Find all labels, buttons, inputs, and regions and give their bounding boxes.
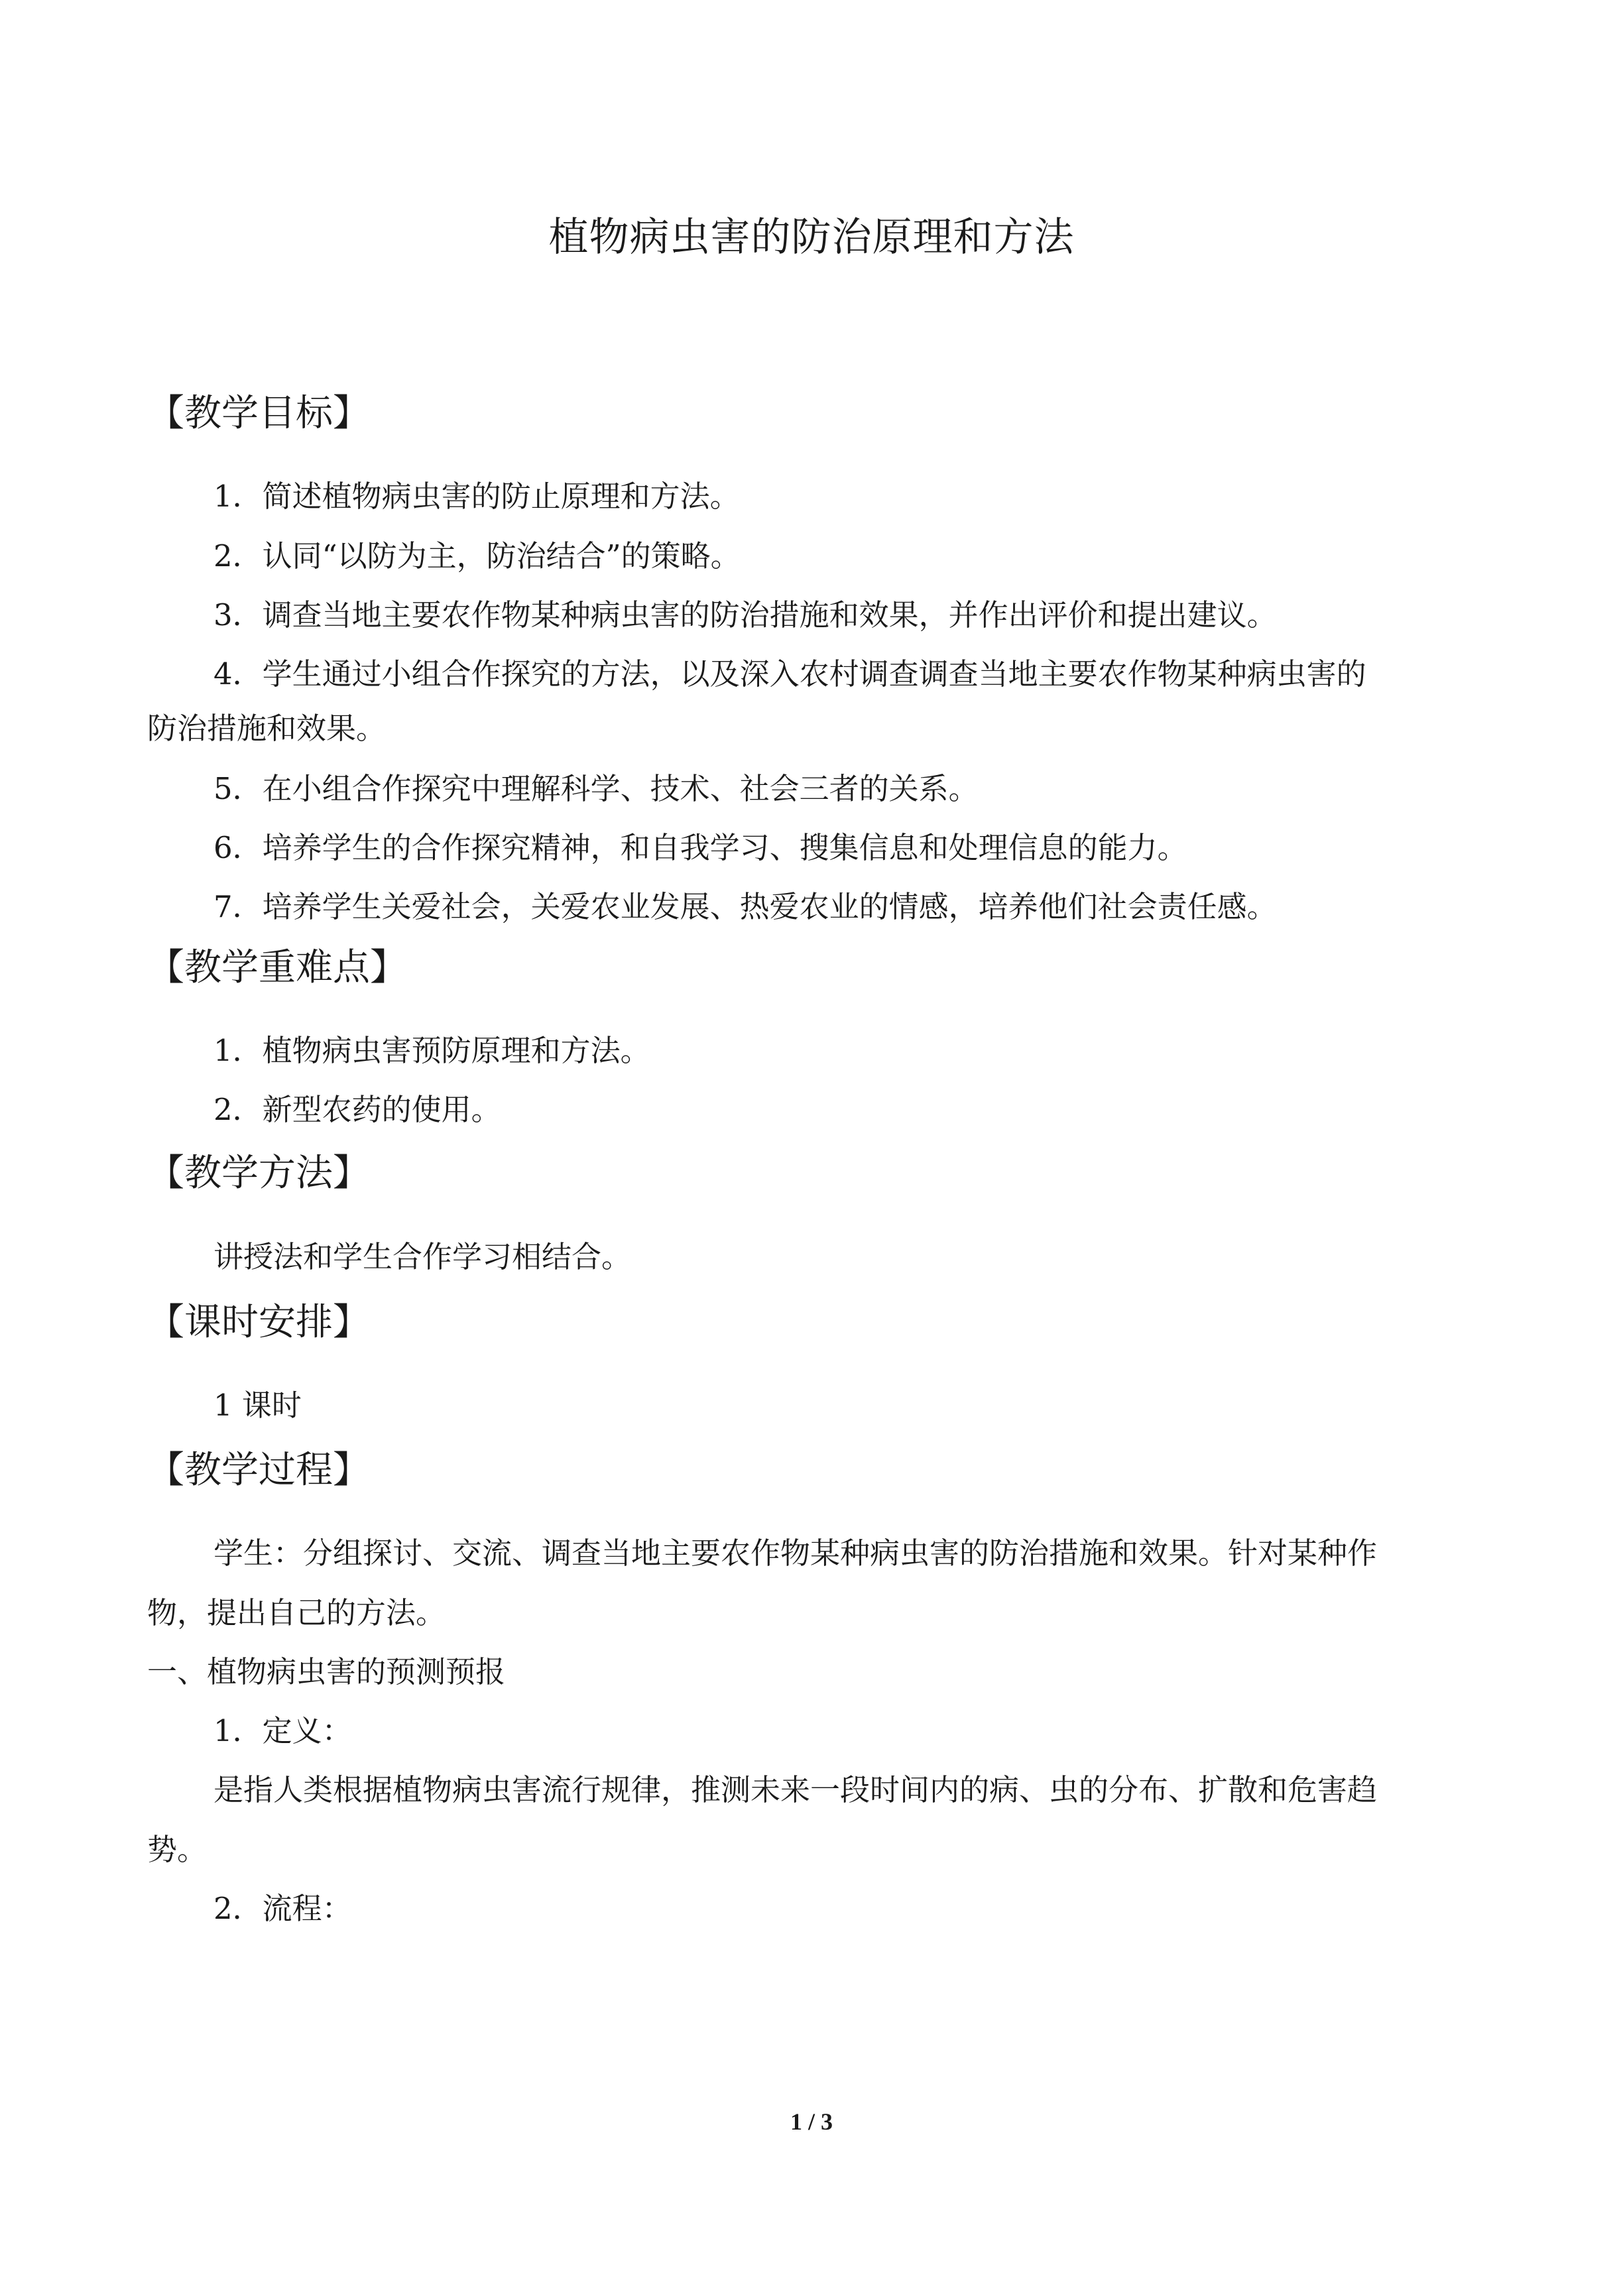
objective-item: 6．培养学生的合作探究精神，和自我学习、搜集信息和处理信息的能力。 <box>213 830 1187 865</box>
process-paragraph-line: 势。 <box>147 1832 208 1867</box>
section-heading-key-points: 【教学重难点】 <box>147 946 407 989</box>
objective-item: 4．学生通过小组合作探究的方法，以及深入农村调查调查当地主要农作物某种病虫害的 <box>213 656 1366 692</box>
objective-item: 5．在小组合作探究中理解科学、技术、社会三者的关系。 <box>213 771 979 806</box>
process-subheading: 一、植物病虫害的预测预报 <box>147 1654 506 1689</box>
section-heading-schedule: 【课时安排】 <box>147 1301 370 1344</box>
process-paragraph-line: 物，提出自己的方法。 <box>147 1595 446 1630</box>
page-number: 1 / 3 <box>790 2108 833 2135</box>
schedule-text: 1 课时 <box>213 1388 302 1423</box>
process-paragraph-line: 学生：分组探讨、交流、调查当地主要农作物某种病虫害的防治措施和效果。针对某种作 <box>213 1536 1378 1571</box>
methods-text: 讲授法和学生合作学习相结合。 <box>213 1239 632 1274</box>
objective-item: 2．认同“以防为主，防治结合”的策略。 <box>213 538 741 574</box>
page-title: 植物病虫害的防治原理和方法 <box>548 214 1075 261</box>
process-item: 2．流程： <box>213 1891 352 1926</box>
process-item: 1．定义： <box>213 1713 352 1748</box>
section-heading-methods: 【教学方法】 <box>147 1152 370 1195</box>
section-heading-process: 【教学过程】 <box>147 1449 370 1492</box>
objective-item-continued: 防治措施和效果。 <box>147 711 387 746</box>
process-paragraph-line: 是指人类根据植物病虫害流行规律，推测未来一段时间内的病、虫的分布、扩散和危害趋 <box>213 1772 1378 1807</box>
key-point-item: 2．新型农药的使用。 <box>213 1092 501 1127</box>
objective-item: 3．调查当地主要农作物某种病虫害的防治措施和效果，并作出评价和提出建议。 <box>213 597 1277 633</box>
objective-item: 1．简述植物病虫害的防止原理和方法。 <box>213 479 740 514</box>
objective-item: 7．培养学生关爱社会，关爱农业发展、热爱农业的情感，培养他们社会责任感。 <box>213 889 1277 924</box>
section-heading-objectives: 【教学目标】 <box>147 392 370 435</box>
key-point-item: 1．植物病虫害预防原理和方法。 <box>213 1033 650 1068</box>
